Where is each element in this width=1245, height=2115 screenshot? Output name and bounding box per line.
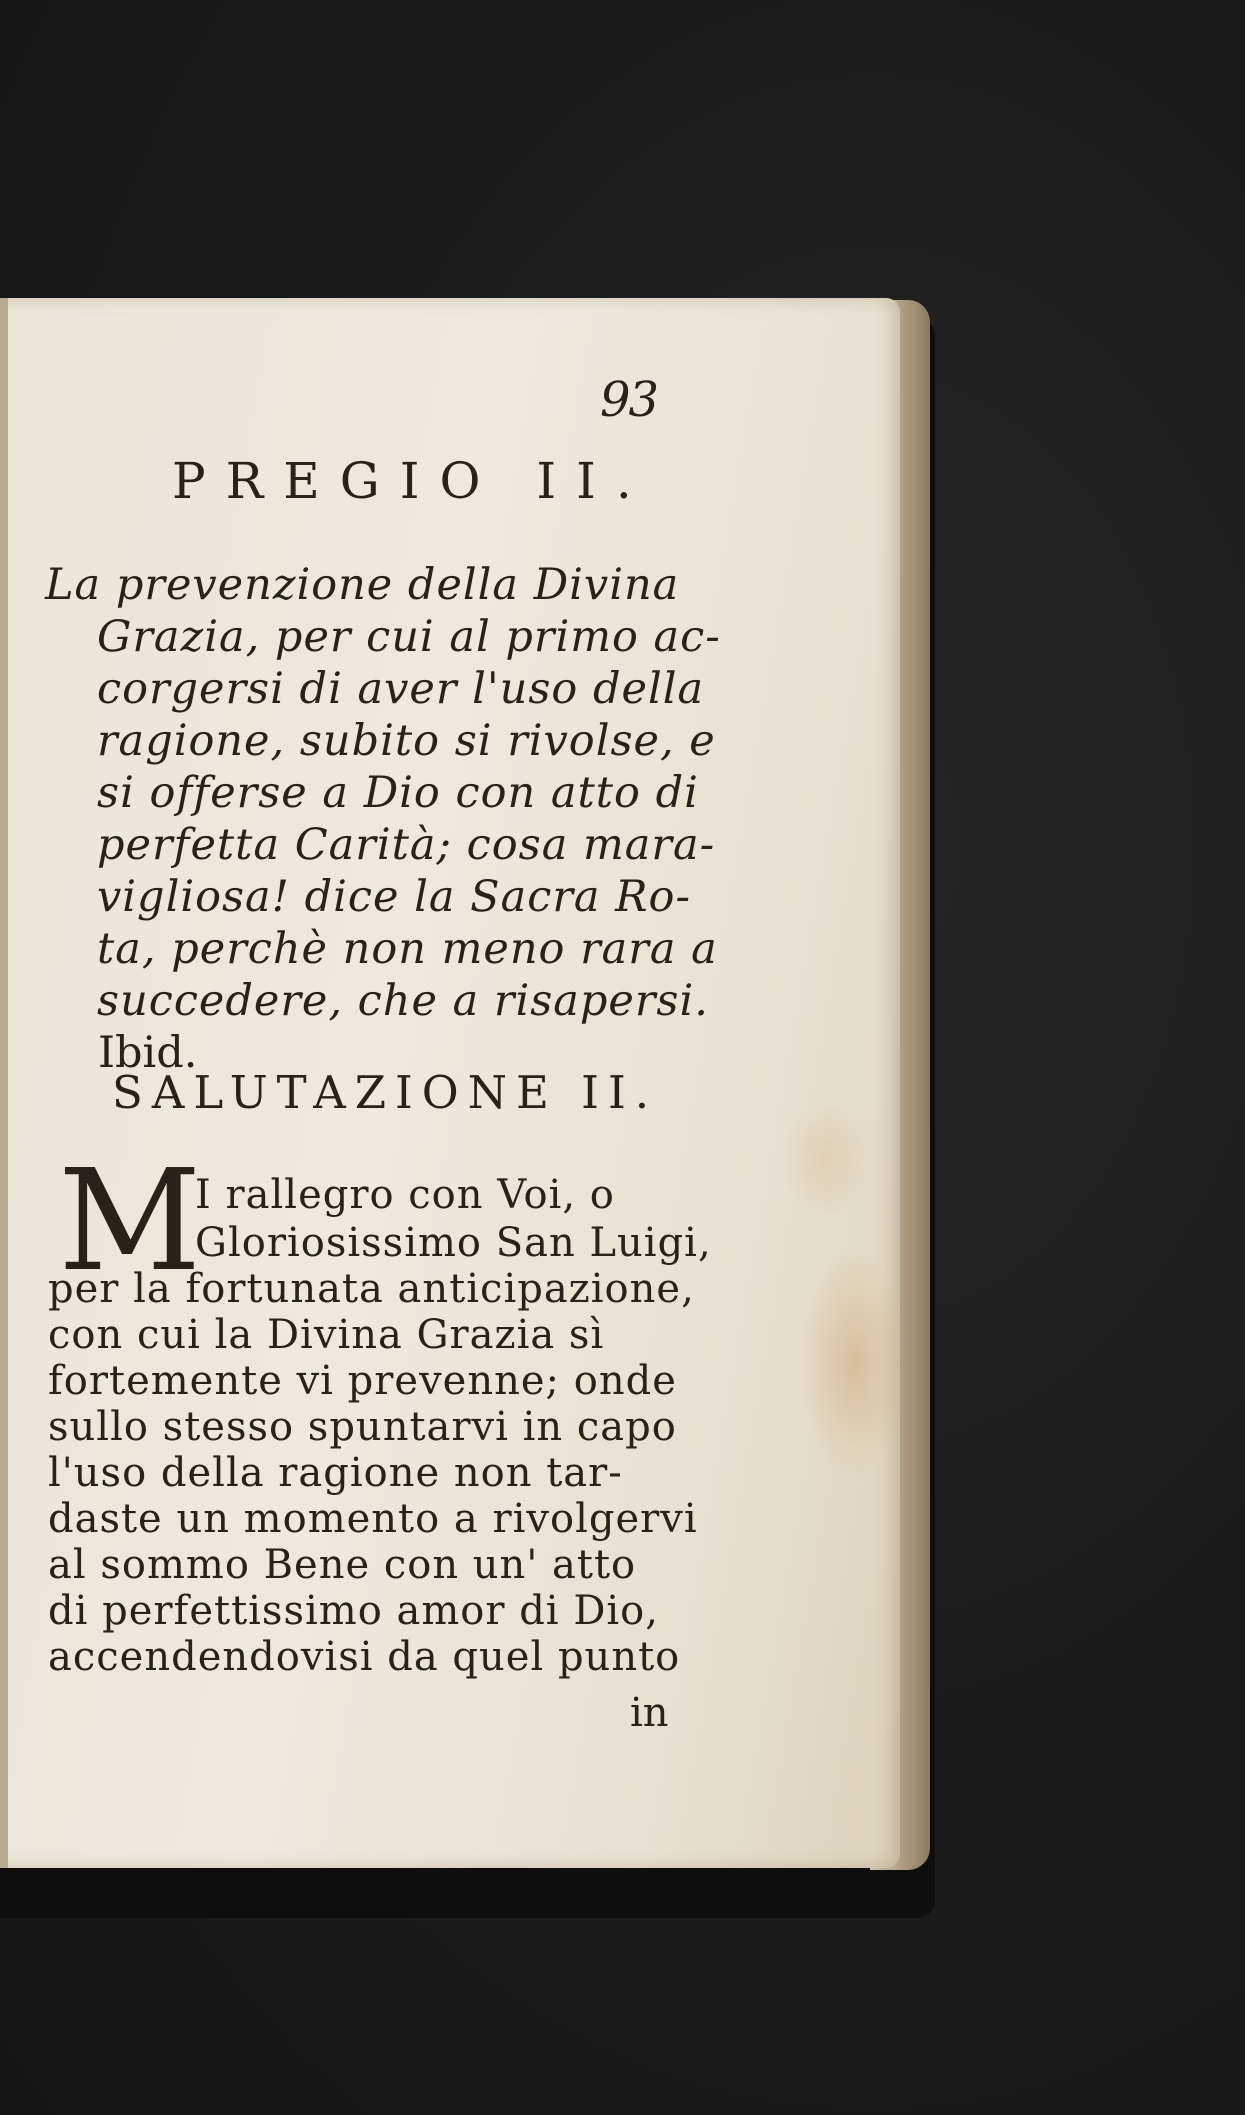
- text-line: La prevenzione della Divina: [45, 560, 680, 610]
- text-line: di perfettissimo amor di Dio,: [48, 1588, 659, 1634]
- section-heading-pregio: PREGIO II.: [172, 452, 652, 510]
- text-line: Gloriosissimo San Luigi,: [195, 1220, 712, 1266]
- text-line: fortemente vi prevenne; onde: [48, 1358, 677, 1404]
- drop-cap: M: [58, 1140, 198, 1303]
- gutter-strip: [0, 298, 8, 1868]
- text-line: perfetta Carità; cosa mara-: [97, 820, 716, 870]
- section-heading-salutazione: SALUTAZIONE II.: [112, 1066, 659, 1119]
- text-line: succedere, che a risapersi.: [97, 976, 709, 1026]
- text-line: Grazia, per cui al primo ac-: [97, 612, 721, 662]
- text-line: accendendovisi da quel punto: [48, 1634, 681, 1680]
- text-line: ragione, subito si rivolse, e: [97, 716, 716, 766]
- catchword: in: [630, 1690, 669, 1736]
- text-line: l'uso della ragione non tar-: [48, 1450, 623, 1496]
- text-line: con cui la Divina Grazia sì: [48, 1312, 605, 1358]
- text-line: vigliosa! dice la Sacra Ro-: [97, 872, 691, 922]
- foxing-stain: [800, 1248, 910, 1478]
- citation: Ibid.: [98, 1028, 198, 1078]
- text-line: ta, perchè non meno rara a: [97, 924, 718, 974]
- text-line: al sommo Bene con un' atto: [48, 1542, 637, 1588]
- text-line: daste un momento a rivolgervi: [48, 1496, 698, 1542]
- text-line: sullo stesso spuntarvi in capo: [48, 1404, 677, 1450]
- page-number: 93: [600, 372, 658, 428]
- text-line: per la fortunata anticipazione,: [48, 1266, 695, 1312]
- foxing-stain: [780, 1098, 870, 1218]
- text-line: si offerse a Dio con atto di: [97, 768, 699, 818]
- text-line: I rallegro con Voi, o: [195, 1172, 615, 1218]
- text-line: corgersi di aver l'uso della: [97, 664, 705, 714]
